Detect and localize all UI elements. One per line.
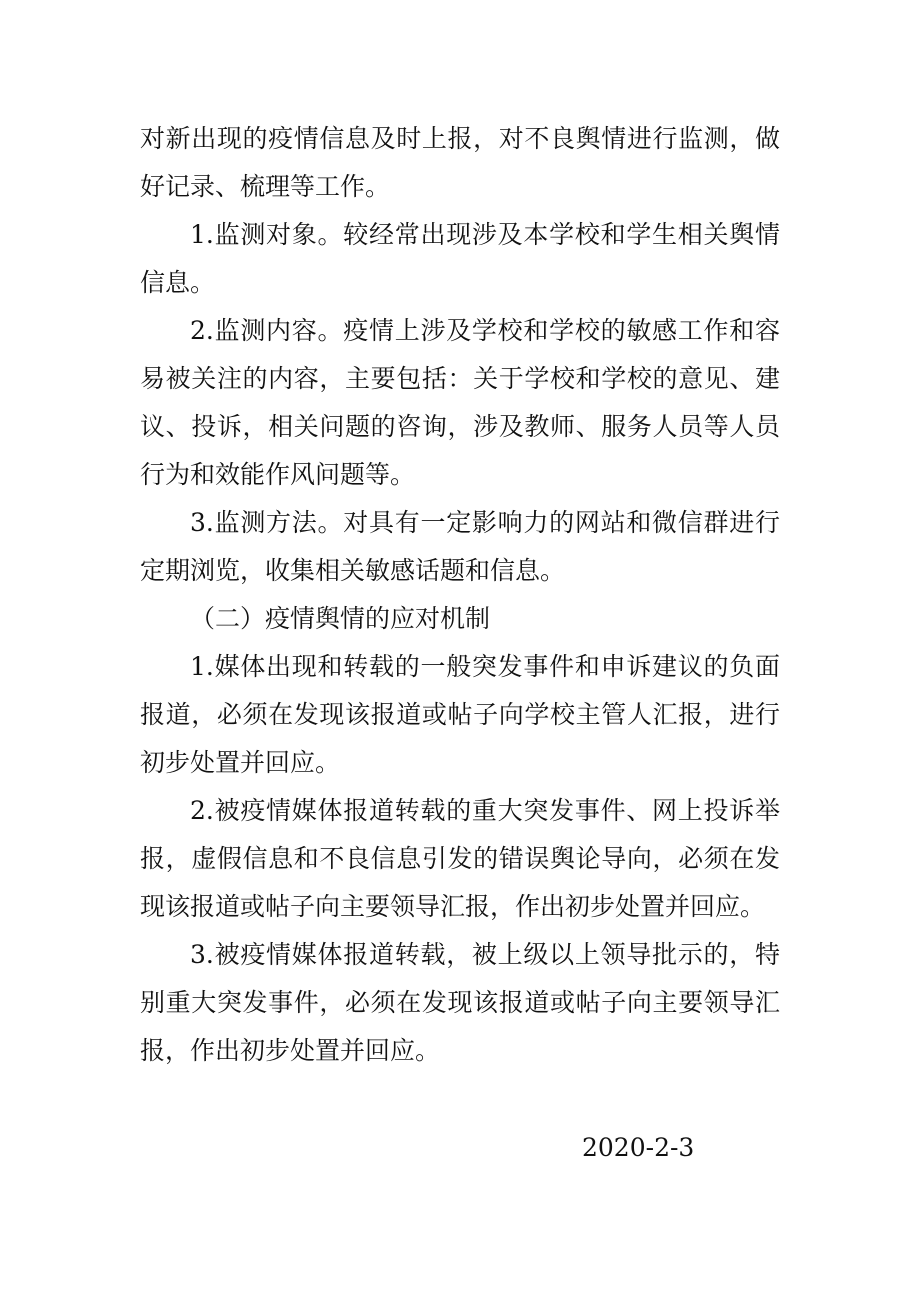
section-heading-response-mechanism: （二）疫情舆情的应对机制 xyxy=(190,604,491,633)
paragraph-response-2: 2.被疫情媒体报道转载的重大突发事件、网上投诉举报，虚假信息和不良信息引发的错误舆论导向，必须在发现该报道或帖子向主要领导汇报，作出初步处置并回应。 xyxy=(140,796,780,921)
paragraph-monitoring-method: 3.监测方法。对具有一定影响力的网站和微信群进行定期浏览，收集相关敏感话题和信息。 xyxy=(140,508,780,585)
paragraph-response-1: 1.媒体出现和转载的一般突发事件和申诉建议的负面报道，必须在发现该报道或帖子向学校主管人汇报，进行初步处置并回应。 xyxy=(140,652,780,777)
document-body xyxy=(140,115,780,1075)
paragraph-response-3: 3.被疫情媒体报道转载，被上级以上领导批示的，特别重大突发事件，必须在发现该报道或帖子向主要领导汇报，作出初步处置并回应。 xyxy=(140,940,780,1065)
paragraph-continuation: 对新出现的疫情信息及时上报，对不良舆情进行监测，做好记录、梳理等工作。 xyxy=(140,124,780,201)
document-date: 2020-2-3 xyxy=(582,1133,695,1162)
paragraph-monitoring-target: 1.监测对象。较经常出现涉及本学校和学生相关舆情信息。 xyxy=(140,220,780,297)
paragraph-monitoring-content: 2.监测内容。疫情上涉及学校和学校的敏感工作和容易被关注的内容，主要包括：关于学校和学校的意见、建议、投诉，相关问题的咨询，涉及教师、服务人员等人员行为和效能作风问题等。 xyxy=(140,316,780,489)
